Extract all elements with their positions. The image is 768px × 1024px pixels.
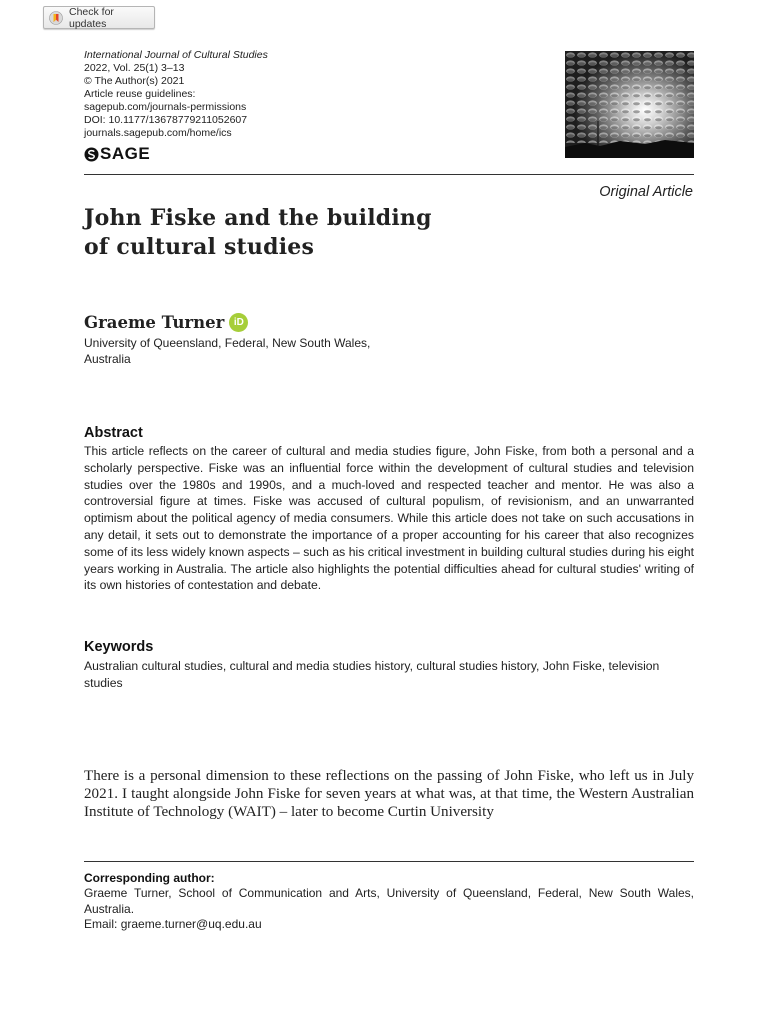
- title-line: of cultural studies: [84, 234, 315, 260]
- journal-cover-image: [565, 51, 694, 158]
- email-link[interactable]: graeme.turner@uq.edu.au: [120, 917, 262, 931]
- keywords-heading: Keywords: [84, 639, 154, 655]
- author-name[interactable]: Graeme Turner: [84, 313, 225, 332]
- keywords-text: Australian cultural studies, cultural and media studies history, cultural studies history, John Fiske, television studies: [84, 659, 660, 690]
- article-title: [84, 204, 504, 262]
- sage-s-icon: [84, 147, 99, 162]
- check-for-updates-label: Check for updates: [69, 5, 114, 30]
- corresponding-author-heading: Corresponding author:: [84, 871, 215, 885]
- journal-homepage-link[interactable]: journals.sagepub.com/home/ics: [84, 127, 232, 139]
- reuse-link[interactable]: sagepub.com/journals-permissions: [84, 101, 247, 113]
- doi-link[interactable]: DOI: 10.1177/13678779211052607: [84, 114, 248, 126]
- sage-logo-text: SAGE: [100, 144, 151, 163]
- author-line: [84, 313, 248, 332]
- journal-volume: 2022, Vol. 25(1) 3–13: [84, 62, 185, 74]
- corresponding-author-address: Graeme Turner, School of Communication and Arts, University of Queensland, Federal, New South Wales, Australia.: [84, 886, 694, 916]
- journal-name: International Journal of Cultural Studies: [84, 49, 268, 61]
- corresponding-author-email: [84, 917, 262, 931]
- author-affiliation: University of Queensland, Federal, New South Wales, Australia: [84, 336, 371, 366]
- crossmark-icon: [49, 11, 63, 25]
- email-label: Email:: [84, 917, 118, 931]
- article-type: Original Article: [599, 184, 693, 200]
- abstract-heading: Abstract: [84, 425, 143, 441]
- reuse-label: Article reuse guidelines:: [84, 88, 196, 100]
- journal-meta: [84, 49, 268, 140]
- header-rule: [84, 174, 694, 175]
- body-paragraph: There is a personal dimension to these reflections on the passing of John Fiske, who left us in July 2021. I taught alongside John Fiske for seven years at what was, at that time, the Western Australian Institute of Technology (WAIT) – later to become Curtin University: [84, 768, 694, 821]
- check-for-updates-button[interactable]: [43, 6, 155, 29]
- journal-copyright: © The Author(s) 2021: [84, 75, 185, 87]
- orcid-icon[interactable]: iD: [229, 313, 248, 332]
- abstract-text: This article reflects on the career of cultural and media studies figure, John Fiske, from both a personal and a scholarly perspective. Fiske was an influential force within the development of cultural studies and television studies over the 1980s and 1990s, and a much-loved and respected teacher and mentor. He was also a controversial figure at times. Fiske was accused of cultural populism, of revisionism, and an unwarranted optimism about the political agency of media consumers. While this article does not take on such accusations in any detail, it sets out to demonstrate the importance of a proper accounting for his career that also recognizes some of its less widely known aspects – such as his critical investment in building cultural studies during his eight years working in Australia. The article also highlights the potential difficulties ahead for cultural studies' writing of its own histories of contestation and debate.: [84, 444, 694, 593]
- sage-logo: [84, 144, 150, 164]
- footnote-rule: [84, 861, 694, 862]
- title-line: John Fiske and the building: [84, 205, 432, 231]
